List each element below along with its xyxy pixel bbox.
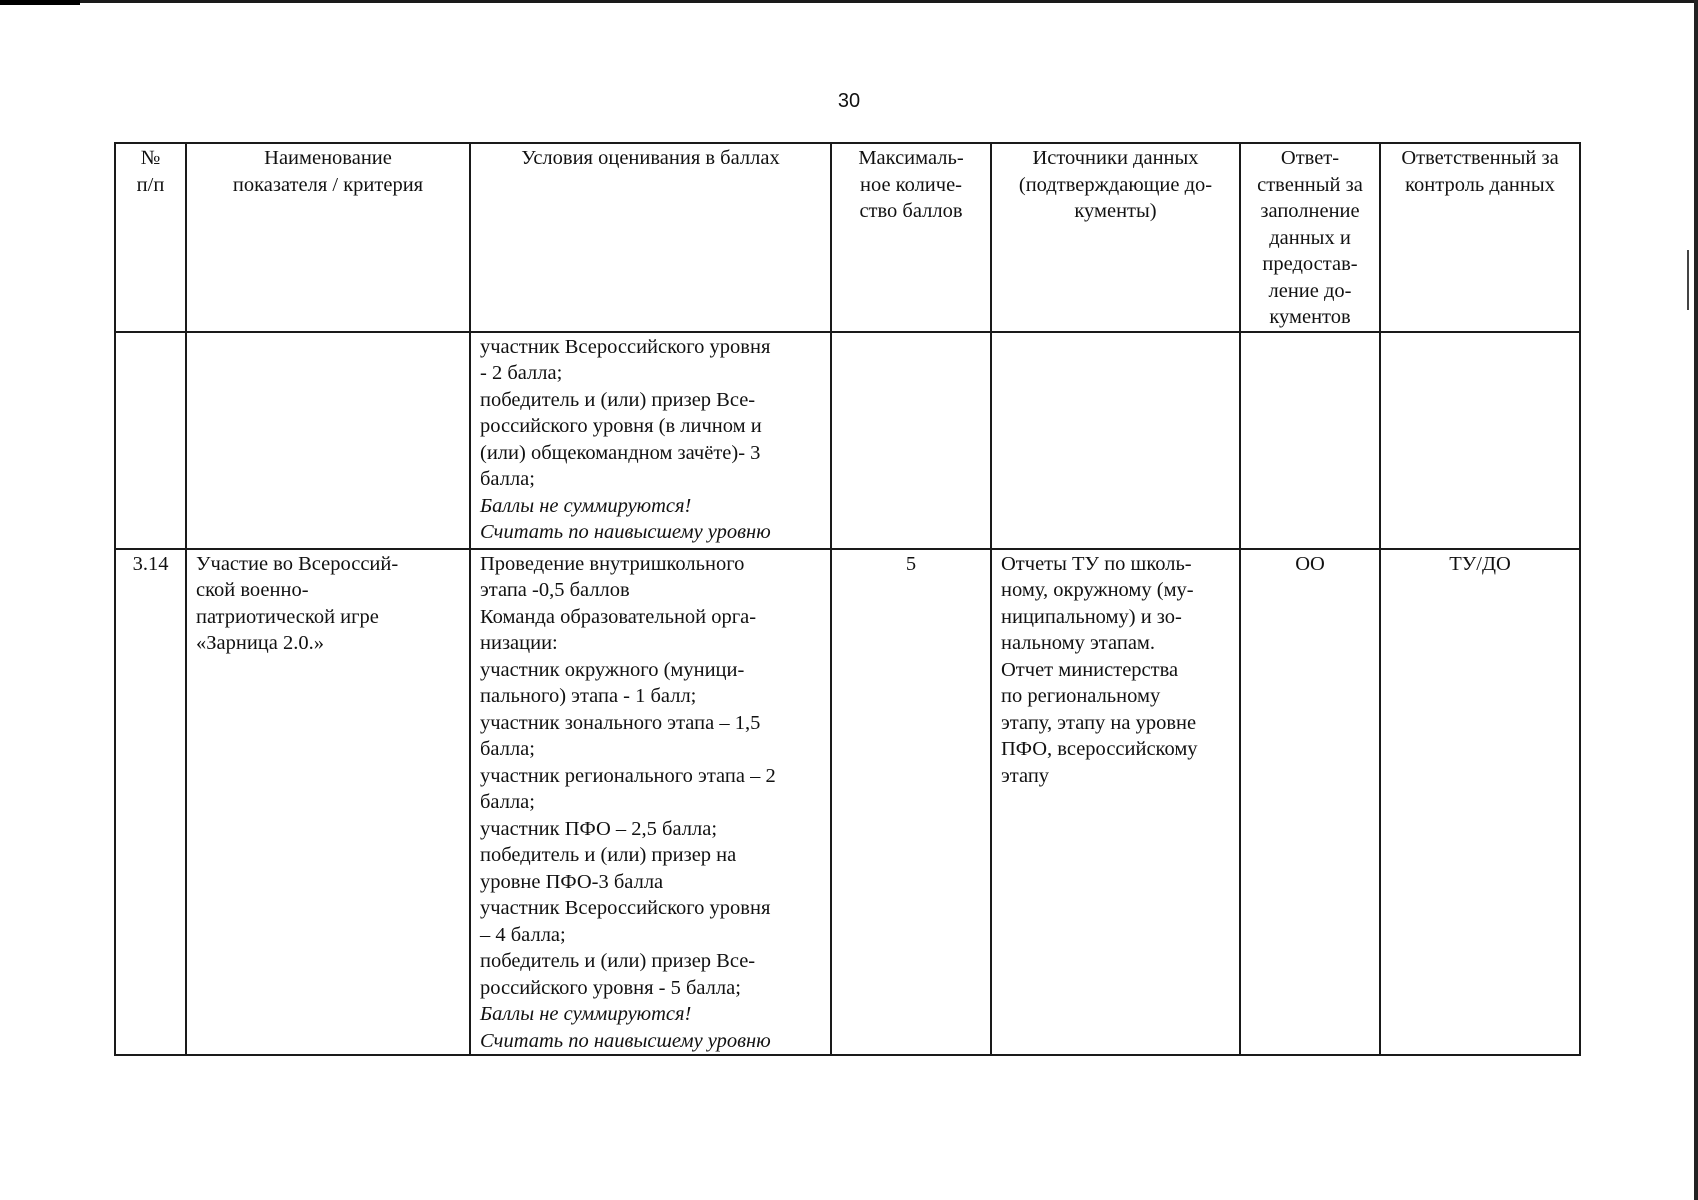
text-line: ственный за <box>1257 173 1363 196</box>
cell-sources <box>991 332 1240 549</box>
table-row <box>115 332 1580 549</box>
header-row <box>115 143 1580 332</box>
text-line: ление до- <box>1268 279 1352 302</box>
text-line: балла; <box>480 791 535 813</box>
text-line: Считать по наивысшему уровню <box>480 1029 771 1052</box>
text-line: участник Всероссийского уровня <box>480 335 771 358</box>
text-line: ство баллов <box>859 200 963 222</box>
text-line: этапу <box>1001 764 1050 787</box>
text-line: (или) общекомандном зачёте)- 3 <box>480 441 761 464</box>
text-line: Отчеты ТУ по школь- <box>1001 552 1192 575</box>
cell-criterion <box>186 332 470 549</box>
text-line: победитель и (или) призер на <box>480 844 737 866</box>
cell-responsible-control: ТУ/ДО <box>1380 549 1580 1056</box>
text-line: кументов <box>1269 306 1351 328</box>
text-line: низации: <box>480 632 558 654</box>
text-line: ное количе- <box>859 173 963 196</box>
text-line: победитель и (или) призер Все- <box>480 388 756 411</box>
text-line: Источники данных <box>1032 147 1199 169</box>
text-line: Максималь- <box>858 147 964 169</box>
text-line: «Зарница 2.0.» <box>196 632 325 654</box>
header-sources <box>991 143 1240 332</box>
text-line: балла; <box>480 738 535 760</box>
text-line: данных и <box>1269 226 1351 249</box>
cell-responsible-fill: ОО <box>1240 549 1380 1056</box>
text-line: Баллы не суммируются! <box>480 494 692 517</box>
text-line: (подтверждающие до- <box>1018 173 1213 196</box>
text-line: – 4 балла; <box>480 923 566 946</box>
text-line: Считать по наивысшему уровню <box>480 521 771 543</box>
text-line: патриотической игре <box>196 605 379 628</box>
text-line: победитель и (или) призер Все- <box>480 950 756 972</box>
header-responsible-fill <box>1240 143 1380 332</box>
text-line: предостав- <box>1262 253 1358 275</box>
text-line: участник ПФО – 2,5 балла; <box>480 817 718 840</box>
cell-criterion <box>186 549 470 1056</box>
text-line: ской военно- <box>196 579 309 601</box>
text-line: участник окружного (муници- <box>480 658 745 681</box>
cell-conditions <box>470 549 831 1056</box>
header-max-points <box>831 143 991 332</box>
header-conditions <box>470 143 831 332</box>
cell-max-points <box>831 332 991 549</box>
text-line: п/п <box>136 173 165 196</box>
text-line: российского уровня - 5 балла; <box>480 976 741 999</box>
text-line: пального) этапа - 1 балл; <box>480 685 697 707</box>
cell-max-points: 5 <box>831 549 991 1056</box>
text-line: Условия оценивания в баллах <box>521 147 780 169</box>
text-line: по региональному <box>1001 685 1161 707</box>
text-line: заполнение <box>1260 200 1360 222</box>
cell-sources <box>991 549 1240 1056</box>
text-line: показателя / критерия <box>232 173 424 196</box>
text-line: ному, окружному (му- <box>1001 579 1194 601</box>
cell-responsible-fill <box>1240 332 1380 549</box>
text-line: участник Всероссийского уровня <box>480 897 771 919</box>
text-line: кументы) <box>1074 200 1157 222</box>
text-line: нальному этапам. <box>1001 632 1156 654</box>
text-line: Ответ- <box>1280 147 1340 169</box>
criteria-table <box>114 142 1581 1056</box>
text-line: Баллы не суммируются! <box>480 1003 692 1025</box>
text-line: ПФО, всероссийскому <box>1001 738 1198 760</box>
header-responsible-control <box>1380 143 1580 332</box>
cell-number <box>115 332 186 549</box>
scan-right-edge <box>1694 0 1698 1200</box>
text-line: Отчет министерства <box>1001 658 1179 681</box>
text-line: участник зонального этапа – 1,5 <box>480 711 761 734</box>
scan-corner-mark <box>0 0 80 5</box>
text-line: - 2 балла; <box>480 362 563 384</box>
header-criterion <box>186 143 470 332</box>
text-line: этапа -0,5 баллов <box>480 579 630 601</box>
text-line: уровне ПФО-3 балла <box>480 870 664 893</box>
cell-conditions <box>470 332 831 549</box>
text-line: российского уровня (в личном и <box>480 415 762 437</box>
text-line: Команда образовательной орга- <box>480 605 757 628</box>
header-number <box>115 143 186 332</box>
cell-responsible-control <box>1380 332 1580 549</box>
text-line: Участие во Всероссий- <box>196 552 399 575</box>
text-line: Ответственный за <box>1401 147 1559 169</box>
text-line: № <box>140 147 161 169</box>
text-line: балла; <box>480 468 535 490</box>
text-line: Наименование <box>264 147 392 169</box>
text-line: контроль данных <box>1405 173 1555 196</box>
scan-edge-marks <box>1687 250 1694 310</box>
page-number: 30 <box>837 90 861 112</box>
table-row <box>115 549 1580 1056</box>
text-line: ниципальному) и зо- <box>1001 605 1182 628</box>
text-line: этапу, этапу на уровне <box>1001 711 1197 734</box>
cell-number: 3.14 <box>115 549 186 1056</box>
text-line: Проведение внутришкольного <box>480 552 745 575</box>
scan-top-edge <box>0 0 1698 3</box>
text-line: участник регионального этапа – 2 <box>480 764 776 787</box>
